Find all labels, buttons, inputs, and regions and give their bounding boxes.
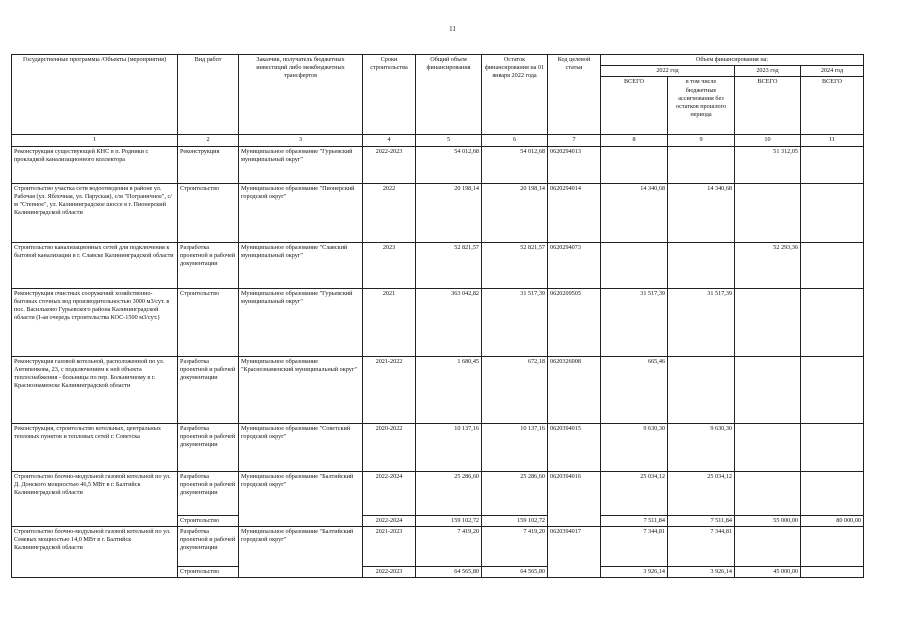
y2022-incl: 31 517,39 xyxy=(668,288,735,356)
header-funding: Объем финансирования на: xyxy=(601,55,864,66)
y2022-incl: 25 034,12 xyxy=(668,471,735,515)
total: 159 102,72 xyxy=(416,515,482,526)
object-name: Строительство канализационных сетей для подключения к бытовой канализации в г. Славске Калининградской области xyxy=(12,242,178,288)
period: 2020-2022 xyxy=(363,423,416,471)
work-type: Разработка проектной и рабочей документации xyxy=(178,471,239,515)
y2024 xyxy=(801,183,864,242)
object-name: Реконструкция очистных сооружений хозяйственно-бытовых сточных вод производительностью 3000 м3/сут. в пос. Васильково Гурьевского района Калининградской области (I-ая очередь строительства КОС-1500 м3/сут.) xyxy=(12,288,178,356)
target-code: 0620394015 xyxy=(548,423,601,471)
y2023 xyxy=(735,423,801,471)
customer: Муниципальное образование "Славский муниципальный округ" xyxy=(239,242,363,288)
y2022-all xyxy=(601,146,668,183)
period: 2022-2023 xyxy=(363,146,416,183)
y2022-incl xyxy=(668,146,735,183)
y2023: 52 293,36 xyxy=(735,242,801,288)
y2022-incl xyxy=(668,356,735,423)
work-type: Строительство xyxy=(178,288,239,356)
remainder: 64 565,80 xyxy=(482,566,548,577)
y2024 xyxy=(801,471,864,515)
y2022-incl: 7 344,81 xyxy=(668,526,735,566)
table-row xyxy=(12,526,864,566)
target-code: 0620294014 xyxy=(548,183,601,242)
header-period: Сроки строительства xyxy=(363,55,416,135)
y2022-incl: 9 630,30 xyxy=(668,423,735,471)
header-2022-incl: в том числе бюджетные ассигнования без остатков прошлого периода xyxy=(668,77,735,135)
col-number: 10 xyxy=(735,135,801,146)
y2023 xyxy=(735,356,801,423)
header-year-2024: 2024 год xyxy=(801,66,864,77)
y2024 xyxy=(801,242,864,288)
y2023: 45 000,00 xyxy=(735,566,801,577)
period: 2022-2023 xyxy=(363,566,416,577)
customer: Муниципальное образование "Краснознаменский муниципальный округ" xyxy=(239,356,363,423)
object-name: Строительство участка сети водоотведения в районе ул. Рабочая (ул. Яблочная, ул. Паруская), с/м "Пограничное", с/м "Степное", ул. Калининградское шоссе в г. Пионерский Калининградской области xyxy=(12,183,178,242)
target-code: 0620326008 xyxy=(548,356,601,423)
col-number: 3 xyxy=(239,135,363,146)
y2022-all: 31 517,39 xyxy=(601,288,668,356)
table-row xyxy=(12,356,864,423)
col-number: 5 xyxy=(416,135,482,146)
header-work-type: Вид работ xyxy=(178,55,239,135)
remainder: 10 137,16 xyxy=(482,423,548,471)
total: 54 012,68 xyxy=(416,146,482,183)
col-number: 4 xyxy=(363,135,416,146)
header-2023-all: ВСЕГО xyxy=(735,77,801,135)
header-total: Общий объем финансирования xyxy=(416,55,482,135)
header-year-2023: 2023 год xyxy=(735,66,801,77)
target-code: 0620394016 xyxy=(548,471,601,526)
period: 2022-2024 xyxy=(363,471,416,515)
work-type: Строительство xyxy=(178,183,239,242)
y2022-incl: 7 511,84 xyxy=(668,515,735,526)
header-code: Код целевой статьи xyxy=(548,55,601,135)
y2024 xyxy=(801,526,864,566)
remainder: 25 286,60 xyxy=(482,471,548,515)
table-row xyxy=(12,183,864,242)
y2023 xyxy=(735,526,801,566)
y2022-incl xyxy=(668,242,735,288)
customer: Муниципальное образование "Пионерский городской округ" xyxy=(239,183,363,242)
total: 25 286,60 xyxy=(416,471,482,515)
header-remainder: Остаток финансирования на 01 января 2022 года xyxy=(482,55,548,135)
table-row xyxy=(12,288,864,356)
remainder: 20 198,14 xyxy=(482,183,548,242)
y2023 xyxy=(735,288,801,356)
y2024 xyxy=(801,288,864,356)
y2022-all: 7 511,84 xyxy=(601,515,668,526)
header-2024-all: ВСЕГО xyxy=(801,77,864,135)
remainder: 7 419,20 xyxy=(482,526,548,566)
remainder: 54 012,68 xyxy=(482,146,548,183)
page-number: 11 xyxy=(449,25,456,33)
y2024 xyxy=(801,356,864,423)
object-name: Строительство блочно-модульной газовой котельной по ул. Д. Донского мощностью 46,5 МВт в г. Балтийск Калининградской области xyxy=(12,471,178,526)
total: 20 198,14 xyxy=(416,183,482,242)
y2022-all: 665,46 xyxy=(601,356,668,423)
total: 52 821,57 xyxy=(416,242,482,288)
customer: Муниципальное образование "Балтийский городской округ" xyxy=(239,471,363,526)
y2022-incl: 14 340,68 xyxy=(668,183,735,242)
object-name: Строительство блочно-модульной газовой котельной по ул. Сеяевых мощностью 14,0 МВт в г. Балтийск Калининградской области xyxy=(12,526,178,577)
target-code: 0620294013 xyxy=(548,146,601,183)
table-row xyxy=(12,471,864,515)
y2023: 55 000,00 xyxy=(735,515,801,526)
financing-table xyxy=(11,54,864,578)
remainder: 52 821,57 xyxy=(482,242,548,288)
target-code: 0620394017 xyxy=(548,526,601,577)
total: 64 565,80 xyxy=(416,566,482,577)
y2024 xyxy=(801,146,864,183)
col-number: 1 xyxy=(12,135,178,146)
work-type: Разработка проектной и рабочей документации xyxy=(178,356,239,423)
table-row xyxy=(12,146,864,183)
target-code: 0620209505 xyxy=(548,288,601,356)
remainder: 31 517,39 xyxy=(482,288,548,356)
remainder: 159 102,72 xyxy=(482,515,548,526)
customer: Муниципальное образование "Балтийский городской округ" xyxy=(239,526,363,577)
remainder: 672,18 xyxy=(482,356,548,423)
table-row xyxy=(12,242,864,288)
target-code: 0620294073 xyxy=(548,242,601,288)
total: 1 680,45 xyxy=(416,356,482,423)
customer: Муниципальное образование "Гурьевский муниципальный округ" xyxy=(239,288,363,356)
y2022-all xyxy=(601,242,668,288)
object-name: Реконструкция газовой котельной, расположенной по ул. Антипенкова, 23, с подключением к ней объекта теплоснабжения - больницы по пер. Больничному в г. Краснознаменске Калининградской области xyxy=(12,356,178,423)
period: 2022-2024 xyxy=(363,515,416,526)
object-name: Реконструкция, строительство котельных, центральных тепловых пунктов и тепловых сетей г. Советска xyxy=(12,423,178,471)
total: 363 042,82 xyxy=(416,288,482,356)
y2023 xyxy=(735,471,801,515)
y2022-incl: 3 926,14 xyxy=(668,566,735,577)
work-type: Разработка проектной и рабочей документации xyxy=(178,242,239,288)
period: 2023 xyxy=(363,242,416,288)
total: 10 137,16 xyxy=(416,423,482,471)
y2022-all: 9 630,30 xyxy=(601,423,668,471)
table-row xyxy=(12,423,864,471)
column-number-row xyxy=(12,135,864,146)
y2022-all: 25 034,12 xyxy=(601,471,668,515)
work-type: Разработка проектной и рабочей документации xyxy=(178,526,239,566)
header-program: Государственные программы /Объекты (мероприятия) xyxy=(12,55,178,135)
col-number: 11 xyxy=(801,135,864,146)
y2023: 51 312,05 xyxy=(735,146,801,183)
col-number: 2 xyxy=(178,135,239,146)
header-row xyxy=(12,55,864,66)
work-type: Реконструкция xyxy=(178,146,239,183)
period: 2022 xyxy=(363,183,416,242)
y2022-all: 3 926,14 xyxy=(601,566,668,577)
customer: Муниципальное образование "Советский городской округ" xyxy=(239,423,363,471)
col-number: 8 xyxy=(601,135,668,146)
header-2022-all: ВСЕГО xyxy=(601,77,668,135)
y2024: 80 000,00 xyxy=(801,515,864,526)
col-number: 6 xyxy=(482,135,548,146)
total: 7 419,20 xyxy=(416,526,482,566)
y2022-all: 7 344,81 xyxy=(601,526,668,566)
work-type: Строительство xyxy=(178,515,239,526)
period: 2021-2023 xyxy=(363,526,416,566)
work-type: Строительство xyxy=(178,566,239,577)
y2024 xyxy=(801,566,864,577)
header-year-2022: 2022 год xyxy=(601,66,735,77)
period: 2021 xyxy=(363,288,416,356)
period: 2021-2022 xyxy=(363,356,416,423)
y2022-all: 14 340,68 xyxy=(601,183,668,242)
col-number: 9 xyxy=(668,135,735,146)
y2023 xyxy=(735,183,801,242)
y2024 xyxy=(801,423,864,471)
object-name: Реконструкция существующей КНС в п. Родники с прокладкой канализационного коллектора xyxy=(12,146,178,183)
customer: Муниципальное образование "Гурьевский муниципальный округ" xyxy=(239,146,363,183)
header-customer: Заказчик, получатель бюджетных инвестиций либо межбюджетных трансфертов xyxy=(239,55,363,135)
col-number: 7 xyxy=(548,135,601,146)
work-type: Разработка проектной и рабочей документации xyxy=(178,423,239,471)
